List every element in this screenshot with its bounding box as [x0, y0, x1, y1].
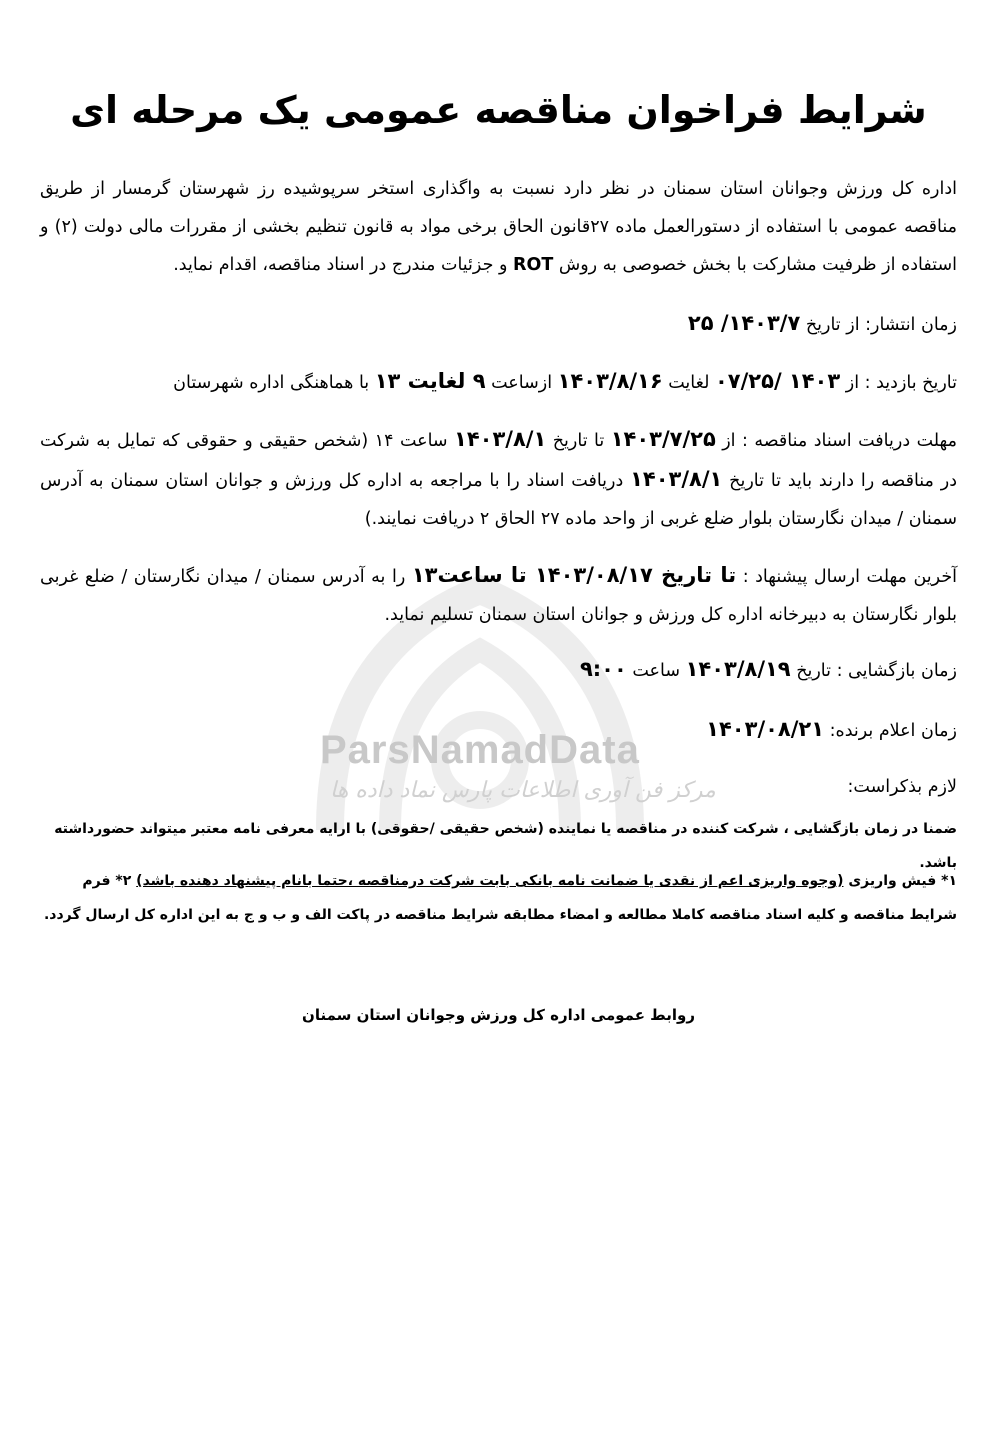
opening-time-label: ساعت — [626, 661, 686, 681]
note-2-underlined: (وجوه واریزی اعم از نقدی یا ضمانت نامه بانکی بابت شرکت درمناقصه ،حتما بانام پیشنهاد دهنده باشد) — [136, 873, 844, 889]
visit-from: ۱۴۰۳ /۰۷/۲۵ — [714, 369, 841, 393]
docs-to: ۱۴۰۳/۸/۱ — [454, 427, 547, 451]
visit-hours: ۹ لغایت ۱۳ — [374, 369, 486, 393]
opening-date: ۱۴۰۳/۸/۱۹ — [685, 657, 791, 681]
opening-line — [40, 650, 957, 690]
note-2 — [40, 864, 957, 932]
publish-label: زمان انتشار: از تاریخ — [800, 315, 957, 335]
visit-tail: با هماهنگی اداره شهرستان — [173, 373, 375, 393]
visit-label: تاریخ بازدید : از — [840, 373, 957, 393]
winner-date: ۱۴۰۳/۰۸/۲۱ — [706, 717, 825, 741]
opening-time: ۹:۰۰ — [579, 657, 627, 681]
watermark-brand: ParsNamadData — [320, 728, 640, 772]
visit-to-label: لغایت — [662, 373, 715, 393]
visit-hour-label: ازساعت — [485, 373, 558, 393]
watermark-tagline: مرکز فن آوری اطلاعات پارس نماد داده ها — [330, 778, 716, 803]
intro-paragraph — [40, 170, 957, 284]
footer-signature: روابط عمومی اداره کل ورزش وجوانان استان سمنان — [302, 1006, 695, 1024]
winner-label: زمان اعلام برنده: — [824, 721, 957, 741]
page-title: شرایط فراخوان مناقصه عمومی یک مرحله ای — [70, 88, 927, 132]
note-1: ضمنا در زمان بازگشایی ، شرکت کننده در مناقصه یا نماینده (شخص حقیقی /حقوقی) با ارایه معرفی نامه معتبر میتواند حضورداشته باشد. — [54, 821, 957, 871]
intro-rot: ROT — [512, 255, 554, 275]
winner-line — [40, 710, 957, 750]
note-2-tail: ۲* فرم شرایط مناقصه و کلیه اسناد مناقصه کاملا مطالعه و امضاء مطابقه شرایط مناقصه در پاکت الف و ب و ج به این اداره کل ارسال گردد. — [43, 873, 957, 923]
note-label: لازم بذکراست: — [847, 777, 957, 797]
note-2-prefix: ۱* فیش واریزی — [843, 873, 957, 889]
docs-mid-1: تا تاریخ — [546, 431, 611, 451]
submit-tail: را به آدرس سمنان / میدان نگارستان / ضلع غربی بلوار نگارستان به دبیرخانه اداره کل ورزش و جوانان استان سمنان تسلیم نماید. — [40, 567, 957, 625]
submit-paragraph — [40, 556, 957, 634]
docs-deadline: ۱۴۰۳/۸/۱ — [630, 467, 723, 491]
intro-text-2: و جزئیات مندرج در اسناد مناقصه، اقدام نماید. — [173, 255, 513, 275]
docs-paragraph — [40, 420, 957, 538]
publish-line — [40, 304, 957, 344]
submit-deadline: تا تاریخ ۱۴۰۳/۰۸/۱۷ تا ساعت۱۳ — [411, 563, 737, 587]
intro-text-1: اداره کل ورزش وجوانان استان سمنان در نظر دارد نسبت به واگذاری استخر سرپوشیده رز شهرستان گرمسار از طریق مناقصه عمومی با استفاده از دستورالعمل ماده ۲۷قانون الحاق برخی مواد به قانون تنظیم بخشی از مقررات مالی دولت (۲) و استفاده از ظرفیت مشارکت با بخش خصوصی به روش — [40, 179, 957, 275]
docs-mid-2: ساعت ۱۴ (شخص حقیقی و حقوقی که تمایل به شرکت در مناقصه را دارند باید تا تاریخ — [40, 431, 957, 491]
visit-to: ۱۴۰۳/۸/۱۶ — [557, 369, 663, 393]
visit-line — [40, 362, 957, 402]
opening-label: زمان بازگشایی : تاریخ — [790, 661, 957, 681]
docs-tail: دریافت اسناد را با مراجعه به اداره کل ورزش و جوانان استان سمنان به آدرس سمنان / میدان نگارستان بلوار ضلع غربی از واحد ماده ۲۷ الحاق ۲ دریافت نمایند.) — [40, 471, 957, 529]
docs-label: مهلت دریافت اسناد مناقصه : از — [715, 431, 957, 451]
submit-label: آخرین مهلت ارسال پیشنهاد : — [736, 567, 958, 587]
docs-from: ۱۴۰۳/۷/۲۵ — [610, 427, 716, 451]
publish-date: ۱۴۰۳/۷/ ۲۵ — [687, 311, 801, 335]
